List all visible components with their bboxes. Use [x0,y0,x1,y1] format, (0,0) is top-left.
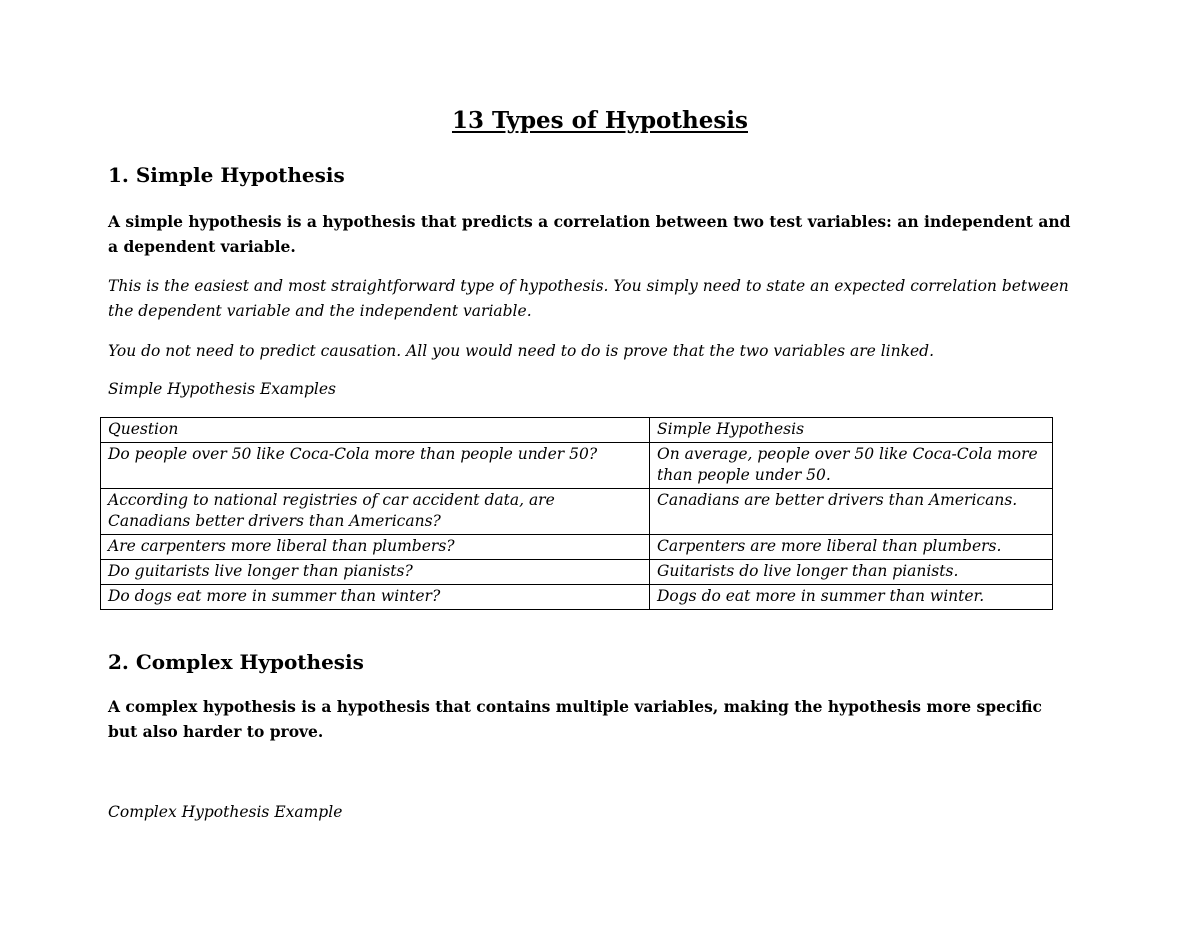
table-row [101,560,1053,585]
table-row [101,535,1053,560]
document-content [108,107,1073,825]
table-header-question: Question [101,418,650,443]
table-row [101,585,1053,610]
simple-hypothesis-examples-table [100,417,1053,610]
simple-hypothesis-description-paragraph: This is the easiest and most straightforward type of hypothesis. You simply need to state an expected correlation between the dependent variable and the independent variable. [108,277,1069,320]
document-title: 13 Types of Hypothesis [451,107,748,134]
complex-example-caption: Complex Hypothesis Example [108,803,343,821]
table-cell-question: According to national registries of car accident data, are Canadians better drivers than Americans? [101,489,650,535]
simple-hypothesis-causation-paragraph: You do not need to predict causation. All you would need to do is prove that the two variables are linked. [108,342,935,360]
table-row [101,489,1053,535]
table-cell-hypothesis: On average, people over 50 like Coca-Cola more than people under 50. [650,443,1053,489]
table-cell-hypothesis: Canadians are better drivers than Americans. [650,489,1053,535]
table-header-row [101,418,1053,443]
table-cell-question: Are carpenters more liberal than plumbers? [101,535,650,560]
table-header-simple-hypothesis: Simple Hypothesis [650,418,1053,443]
section-heading-complex-hypothesis: 2. Complex Hypothesis [108,650,364,674]
table-cell-hypothesis: Dogs do eat more in summer than winter. [650,585,1053,610]
simple-examples-caption: Simple Hypothesis Examples [108,380,336,398]
simple-hypothesis-definition-paragraph: A simple hypothesis is a hypothesis that predicts a correlation between two test variables: an independent and a dependent variable. [108,212,1071,256]
table-cell-hypothesis: Guitarists do live longer than pianists. [650,560,1053,585]
table-cell-hypothesis: Carpenters are more liberal than plumbers. [650,535,1053,560]
complex-hypothesis-definition-paragraph: A complex hypothesis is a hypothesis that contains multiple variables, making the hypothesis more specific but also harder to prove. [108,697,1042,741]
table-cell-question: Do guitarists live longer than pianists? [101,560,650,585]
table-row [101,443,1053,489]
section-heading-simple-hypothesis: 1. Simple Hypothesis [108,163,345,187]
table-cell-question: Do people over 50 like Coca-Cola more than people under 50? [101,443,650,489]
table-cell-question: Do dogs eat more in summer than winter? [101,585,650,610]
